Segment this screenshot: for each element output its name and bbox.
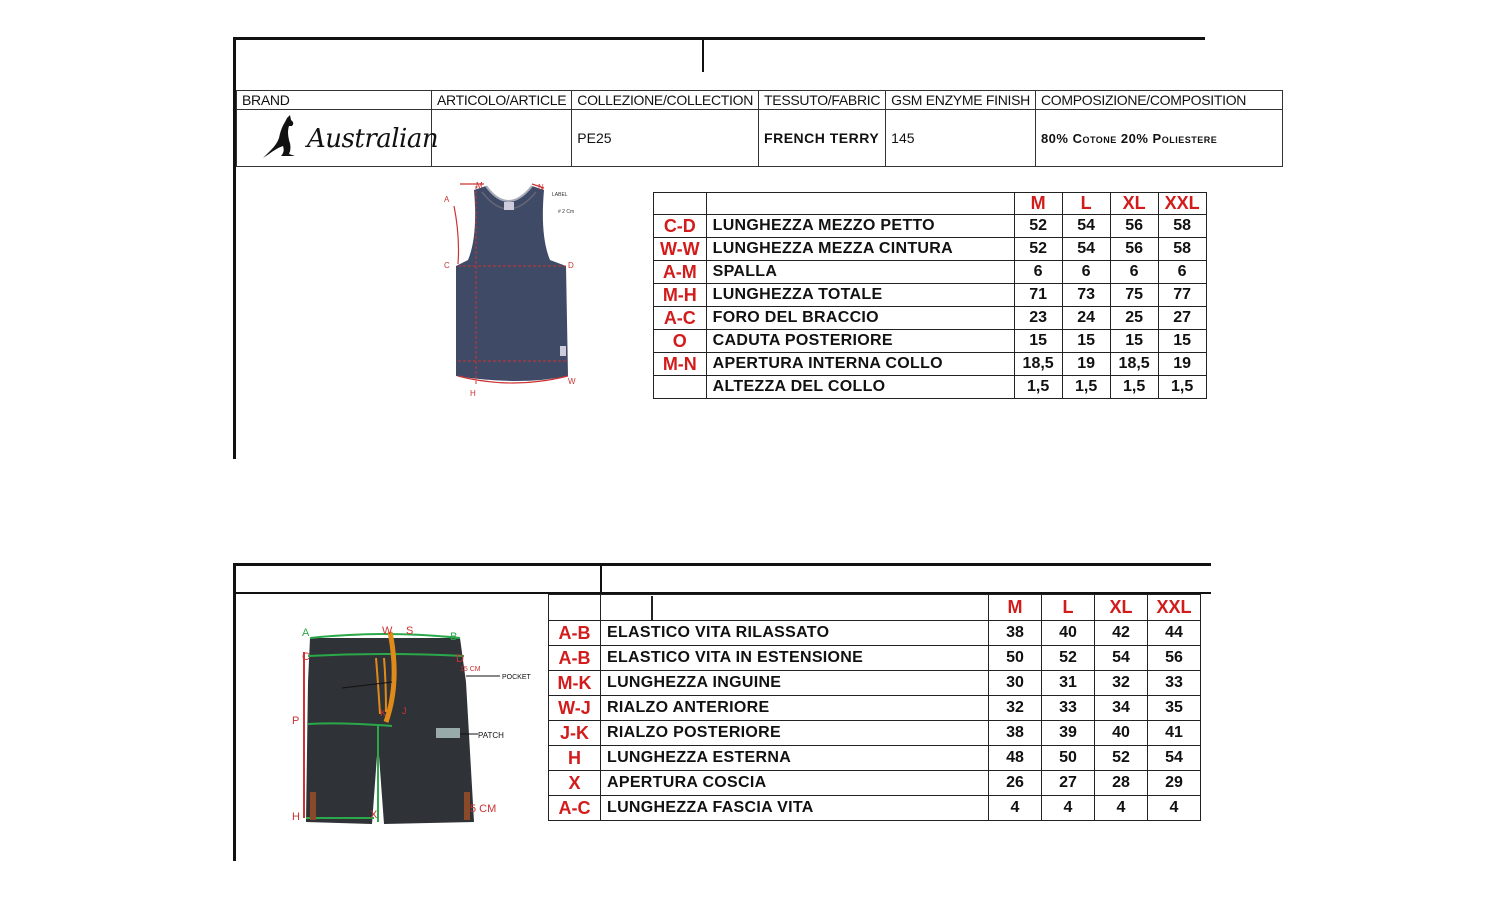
tank-row-value: 19 xyxy=(1158,353,1206,376)
tank-row-code: A-M xyxy=(654,261,707,284)
tank-row-value: 18,5 xyxy=(1110,353,1158,376)
shorts-row-value: 38 xyxy=(989,721,1042,746)
product-info-table xyxy=(236,90,1283,167)
tank-row xyxy=(654,376,1207,399)
shorts-row-code: A-B xyxy=(549,646,601,671)
tank-desc-header xyxy=(706,193,1014,215)
tank-row-value: 15 xyxy=(1062,330,1110,353)
shorts-row-value: 42 xyxy=(1095,621,1148,646)
shorts-row-value: 40 xyxy=(1042,621,1095,646)
shorts-row-value: 35 xyxy=(1148,696,1201,721)
tank-row xyxy=(654,261,1207,284)
tank-row-value: 73 xyxy=(1062,284,1110,307)
shorts-label-b: B xyxy=(450,631,458,643)
shorts-row-value: 4 xyxy=(1148,796,1201,821)
shorts-label-patch: PATCH xyxy=(478,731,504,740)
tank-top-sketch xyxy=(436,176,586,401)
tank-row-description: CADUTA POSTERIORE xyxy=(706,330,1014,353)
shorts-row-value: 26 xyxy=(989,771,1042,796)
shorts-row-value: 33 xyxy=(1148,671,1201,696)
shorts-row-description: RIALZO POSTERIORE xyxy=(601,721,989,746)
shorts-size-xxl: XXL xyxy=(1148,595,1201,621)
tank-row-value: 58 xyxy=(1158,215,1206,238)
shorts-row-code: H xyxy=(549,746,601,771)
tank-label-d: D xyxy=(568,261,574,270)
shorts-label-c: C xyxy=(302,651,310,663)
shorts-row-value: 32 xyxy=(1095,671,1148,696)
brand-logo-text: Australian xyxy=(307,124,439,154)
tank-row-value: 18,5 xyxy=(1014,353,1062,376)
shorts-label-w: W xyxy=(382,625,393,637)
shorts-row-value: 4 xyxy=(989,796,1042,821)
tank-row-value: 56 xyxy=(1110,238,1158,261)
shorts-header-divider xyxy=(651,596,653,620)
shorts-row xyxy=(549,721,1201,746)
shorts-row-value: 52 xyxy=(1095,746,1148,771)
tank-row-value: 52 xyxy=(1014,215,1062,238)
shorts-row-value: 31 xyxy=(1042,671,1095,696)
shorts-row-value: 30 xyxy=(989,671,1042,696)
shorts-row-value: 56 xyxy=(1148,646,1201,671)
shorts-row-description: ELASTICO VITA IN ESTENSIONE xyxy=(601,646,989,671)
shorts-row-value: 38 xyxy=(989,621,1042,646)
tank-label-label: LABEL xyxy=(552,192,568,198)
shorts-row-code: A-C xyxy=(549,796,601,821)
tank-row-description: LUNGHEZZA MEZZA CINTURA xyxy=(706,238,1014,261)
tank-row-value: 77 xyxy=(1158,284,1206,307)
tank-row-code: O xyxy=(654,330,707,353)
shorts-row-value: 40 xyxy=(1095,721,1148,746)
tank-label-n: N xyxy=(538,183,544,192)
shorts-label-h: H xyxy=(292,811,300,823)
shorts-row-value: 29 xyxy=(1148,771,1201,796)
shorts-row-value: 50 xyxy=(989,646,1042,671)
shorts-row-description: ELASTICO VITA RILASSATO xyxy=(601,621,989,646)
tank-row-value: 25 xyxy=(1110,307,1158,330)
shorts-row-value: 33 xyxy=(1042,696,1095,721)
tank-label-h: H xyxy=(470,389,476,398)
shorts-row-value: 4 xyxy=(1042,796,1095,821)
tank-row-value: 1,5 xyxy=(1062,376,1110,399)
shorts-row-value: 48 xyxy=(989,746,1042,771)
tank-row-value: 56 xyxy=(1110,215,1158,238)
shorts-row xyxy=(549,796,1201,821)
shorts-row-description: LUNGHEZZA ESTERNA xyxy=(601,746,989,771)
tank-row-value: 19 xyxy=(1062,353,1110,376)
shorts-row-value: 27 xyxy=(1042,771,1095,796)
shorts-row-description: APERTURA COSCIA xyxy=(601,771,989,796)
tank-label-a: A xyxy=(444,195,450,204)
fabric-value: FRENCH TERRY xyxy=(759,110,886,167)
tank-row-value: 23 xyxy=(1014,307,1062,330)
tank-label-2cm: # 2 Cm xyxy=(558,209,575,215)
tank-row-value: 52 xyxy=(1014,238,1062,261)
tank-row-value: 6 xyxy=(1062,261,1110,284)
shorts-row-code: W-J xyxy=(549,696,601,721)
shorts-label-d: D xyxy=(456,653,464,665)
gsm-value: 145 xyxy=(886,110,1036,167)
brand-logo-cell xyxy=(237,110,439,167)
tank-row xyxy=(654,284,1207,307)
shorts-row-code: X xyxy=(549,771,601,796)
shorts-row-description: RIALZO ANTERIORE xyxy=(601,696,989,721)
top-frame-divider xyxy=(702,40,704,72)
tank-row-value: 6 xyxy=(1110,261,1158,284)
shorts-size-l: L xyxy=(1042,595,1095,621)
tank-row-description: APERTURA INTERNA COLLO xyxy=(706,353,1014,376)
shorts-row xyxy=(549,746,1201,771)
tank-label-w: W xyxy=(568,377,576,386)
collection-value: PE25 xyxy=(572,110,759,167)
tank-row-value: 71 xyxy=(1014,284,1062,307)
shorts-row xyxy=(549,671,1201,696)
tank-row-value: 6 xyxy=(1014,261,1062,284)
shorts-label-15cm: 15 CM xyxy=(460,666,481,673)
shorts-label-5cm: 5 CM xyxy=(470,803,497,815)
tank-row xyxy=(654,307,1207,330)
shorts-size-m: M xyxy=(989,595,1042,621)
gsm-label: GSM ENZYME FINISH xyxy=(886,91,1036,110)
tank-row-code: C-D xyxy=(654,215,707,238)
shorts-label-j: J xyxy=(402,706,407,716)
shorts-row-code: M-K xyxy=(549,671,601,696)
shorts-row-value: 54 xyxy=(1148,746,1201,771)
tank-row-code: A-C xyxy=(654,307,707,330)
shorts-row-value: 44 xyxy=(1148,621,1201,646)
lower-frame-divider xyxy=(600,566,602,594)
shorts-row-value: 50 xyxy=(1042,746,1095,771)
shorts-code-header xyxy=(549,595,601,621)
brand-label: BRAND xyxy=(237,91,432,110)
lower-frame-top-line xyxy=(233,563,1211,566)
tank-row-value: 1,5 xyxy=(1158,376,1206,399)
tank-label-m: M xyxy=(476,181,483,190)
shorts-label-s: S xyxy=(406,625,414,637)
shorts-row-value: 52 xyxy=(1042,646,1095,671)
shorts-row xyxy=(549,696,1201,721)
shorts-desc-header xyxy=(601,595,989,621)
tank-code-header xyxy=(654,193,707,215)
tank-row xyxy=(654,353,1207,376)
composition-label: COMPOSIZIONE/COMPOSITION xyxy=(1035,91,1282,110)
tank-row-value: 1,5 xyxy=(1014,376,1062,399)
tank-row-code: M-N xyxy=(654,353,707,376)
shorts-row-value: 32 xyxy=(989,696,1042,721)
tank-row-description: FORO DEL BRACCIO xyxy=(706,307,1014,330)
tank-size-xxl: XXL xyxy=(1158,193,1206,215)
shorts-row xyxy=(549,771,1201,796)
article-value xyxy=(432,110,572,167)
kangaroo-logo-icon xyxy=(259,114,299,162)
top-frame-line xyxy=(233,37,1205,40)
shorts-size-xl: XL xyxy=(1095,595,1148,621)
shorts-row-value: 34 xyxy=(1095,696,1148,721)
shorts-row-code: A-B xyxy=(549,621,601,646)
tank-row-value: 1,5 xyxy=(1110,376,1158,399)
shorts-size-table xyxy=(548,594,1201,821)
left-frame-line-bottom xyxy=(233,563,236,861)
tank-row-description: LUNGHEZZA TOTALE xyxy=(706,284,1014,307)
shorts-row-value: 54 xyxy=(1095,646,1148,671)
tank-size-table xyxy=(653,192,1207,399)
tank-row-code: W-W xyxy=(654,238,707,261)
tank-row xyxy=(654,330,1207,353)
tank-row-description: SPALLA xyxy=(706,261,1014,284)
shorts-label-x: X xyxy=(370,809,378,821)
tank-row xyxy=(654,238,1207,261)
shorts-row-value: 39 xyxy=(1042,721,1095,746)
tank-row xyxy=(654,215,1207,238)
shorts-row-value: 41 xyxy=(1148,721,1201,746)
shorts-row-value: 4 xyxy=(1095,796,1148,821)
shorts-label-p: P xyxy=(292,715,300,727)
article-label: ARTICOLO/ARTICLE xyxy=(432,91,572,110)
tank-row-value: 24 xyxy=(1062,307,1110,330)
fabric-label: TESSUTO/FABRIC xyxy=(759,91,886,110)
tank-row-description: LUNGHEZZA MEZZO PETTO xyxy=(706,215,1014,238)
shorts-label-pocket: POCKET xyxy=(502,674,531,681)
tank-row-code xyxy=(654,376,707,399)
tank-row-value: 27 xyxy=(1158,307,1206,330)
shorts-row-value: 28 xyxy=(1095,771,1148,796)
composition-value: 80% Cotone 20% Poliestere xyxy=(1035,110,1282,167)
tank-size-m: M xyxy=(1014,193,1062,215)
shorts-row-description: LUNGHEZZA INGUINE xyxy=(601,671,989,696)
tank-row-value: 6 xyxy=(1158,261,1206,284)
shorts-row xyxy=(549,646,1201,671)
tank-row-value: 54 xyxy=(1062,215,1110,238)
shorts-row xyxy=(549,621,1201,646)
tank-row-value: 15 xyxy=(1110,330,1158,353)
tank-row-value: 75 xyxy=(1110,284,1158,307)
shorts-label-k: K xyxy=(380,708,387,718)
tank-row-value: 15 xyxy=(1158,330,1206,353)
tank-row-code: M-H xyxy=(654,284,707,307)
shorts-row-code: J-K xyxy=(549,721,601,746)
shorts-sketch xyxy=(282,622,532,832)
shorts-label-a: A xyxy=(302,627,310,639)
tank-row-description: ALTEZZA DEL COLLO xyxy=(706,376,1014,399)
tank-row-value: 15 xyxy=(1014,330,1062,353)
tank-size-xl: XL xyxy=(1110,193,1158,215)
shorts-row-description: LUNGHEZZA FASCIA VITA xyxy=(601,796,989,821)
tank-row-value: 54 xyxy=(1062,238,1110,261)
tank-row-value: 58 xyxy=(1158,238,1206,261)
tank-size-l: L xyxy=(1062,193,1110,215)
tank-label-c: C xyxy=(444,261,450,270)
collection-label: COLLEZIONE/COLLECTION xyxy=(572,91,759,110)
